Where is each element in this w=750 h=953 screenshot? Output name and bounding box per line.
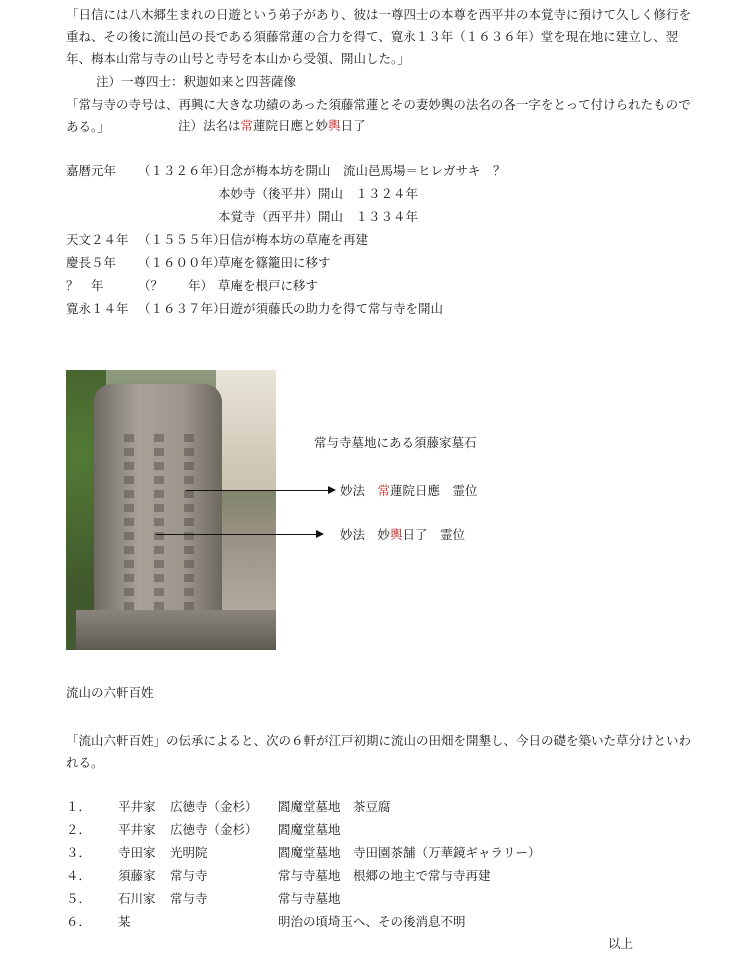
arrow-2-line (156, 534, 318, 535)
family-note: 閻魔堂墓地 茶豆腐 (278, 799, 391, 814)
gravestone (94, 384, 222, 624)
chronology-event: 日念が梅本坊を開山 流山邑馬場＝ヒレガサキ ？ (218, 163, 506, 178)
intro-note-1: 注）一尊四士：釈迦如来と四菩薩像 (96, 74, 297, 89)
family-number: １． (66, 799, 92, 814)
note-2-prefix: 注）法名は (178, 118, 241, 133)
family-temple: 常与寺 (170, 891, 208, 906)
chronology-year: （１６００年） (138, 255, 226, 270)
family-name: 平井家 (118, 822, 156, 837)
chronology-year: （１３２６年） (138, 163, 226, 178)
family-number: ３． (66, 845, 92, 860)
label-2-highlight: 輿 (390, 527, 403, 542)
chronology-era: 寛永１４年 (66, 301, 129, 316)
chronology-event: 日信が梅本坊の草庵を再建 (218, 232, 369, 247)
gravestone-base (76, 610, 276, 650)
closing-mark: 以上 (608, 936, 634, 951)
family-temple: 広徳寺（金杉） (170, 799, 258, 814)
family-row (0, 888, 750, 910)
chronology-year: （１６３７年） (138, 301, 226, 316)
chronology-era: ？ 年 (66, 278, 104, 293)
chronology-era: 天文２４年 (66, 232, 129, 247)
chronology-event: 草庵を根戸に移す (218, 278, 319, 293)
chronology-event: 日遊が須藤氏の助力を得て常与寺を開山 (218, 301, 444, 316)
family-number: ４． (66, 868, 92, 883)
family-name: 石川家 (118, 891, 156, 906)
family-temple: 常与寺 (170, 868, 208, 883)
photo-label-1 (340, 481, 478, 499)
family-row (0, 842, 750, 864)
chronology-year: （？ 年） (138, 278, 214, 293)
section-body: 「流山六軒百姓」の伝承によると、次の６軒が江戸初期に流山の田畑を開墾し、今日の礎を築いた草分けといわれる。 (66, 733, 692, 770)
note-2-suffix: 日了 (340, 118, 366, 133)
family-note: 常与寺墓地 (278, 891, 341, 906)
label-1-suffix: 蓮院日應 霊位 (390, 483, 478, 498)
family-note: 明治の頃埼玉へ、その後消息不明 (278, 914, 466, 929)
family-number: ５． (66, 891, 92, 906)
family-name: 平井家 (118, 799, 156, 814)
label-1-prefix: 妙法 (340, 483, 378, 498)
family-row (0, 796, 750, 818)
note-2-highlight-1: 常 (240, 118, 254, 133)
gravestone-inscription (184, 434, 194, 614)
intro-paragraph-1: 「日信には八木郷生まれの日遊という弟子があり、彼は一尊四士の本尊を西平井の本覚寺に預けて久しく修行を重ね、その後に流山邑の長である須藤常蓮の合力を得て、寛永１３年（１６３６年）堂を現在地に建立し、翌年、梅本山常与寺の山号と寺号を本山から受領、開山した。」 (66, 7, 692, 66)
arrow-1-line (186, 490, 330, 491)
family-note: 閻魔堂墓地 (278, 822, 341, 837)
family-row (0, 819, 750, 841)
family-temple: 光明院 (170, 845, 208, 860)
family-note: 常与寺墓地 根郷の地主で常与寺再建 (278, 868, 491, 883)
family-temple: 広徳寺（金杉） (170, 822, 258, 837)
family-row (0, 911, 750, 933)
intro-note-2 (178, 116, 366, 134)
chronology-era: 嘉暦元年 (66, 163, 117, 178)
label-1-highlight: 常 (377, 483, 391, 498)
gravestone-inscription (124, 434, 134, 614)
chronology-year: （１５５５年） (138, 232, 226, 247)
family-number: ６． (66, 914, 92, 929)
chronology-event: 本妙寺（後平井）開山 １３２４年 (218, 186, 419, 201)
photo-caption: 常与寺墓地にある須藤家墓石 (314, 435, 477, 450)
family-name: 寺田家 (118, 845, 156, 860)
intro-paragraph-2-text: 「常与寺の寺号は、再興に大きな功績のあった須藤常蓮とその妻妙輿の法名の各一字をとって付けられたものである。」 (66, 97, 691, 134)
family-name: 須藤家 (118, 868, 156, 883)
family-note: 閻魔堂墓地 寺田園茶舗（万華鏡ギャラリー） (278, 845, 541, 860)
intro-paragraph-2 (66, 94, 696, 138)
chronology-era: 慶長５年 (66, 255, 117, 270)
label-2-suffix: 日了 霊位 (402, 527, 466, 542)
section-title: 流山の六軒百姓 (66, 685, 154, 700)
arrow-2-head (316, 530, 324, 538)
gravestone-inscription (154, 434, 164, 614)
family-row (0, 865, 750, 887)
note-2-mid: 蓮院日應と妙 (253, 118, 329, 133)
gravestone-photo (66, 370, 276, 650)
note-2-highlight-2: 輿 (328, 118, 341, 133)
arrow-1-head (328, 486, 336, 494)
photo-background (216, 370, 276, 490)
family-name: 某 (118, 914, 131, 929)
chronology-event: 本覚寺（西平井）開山 １３３４年 (218, 209, 419, 224)
photo-label-2 (340, 525, 465, 543)
chronology-event: 草庵を篠籠田に移す (218, 255, 331, 270)
family-number: ２． (66, 822, 92, 837)
label-2-prefix: 妙法 妙 (340, 527, 391, 542)
